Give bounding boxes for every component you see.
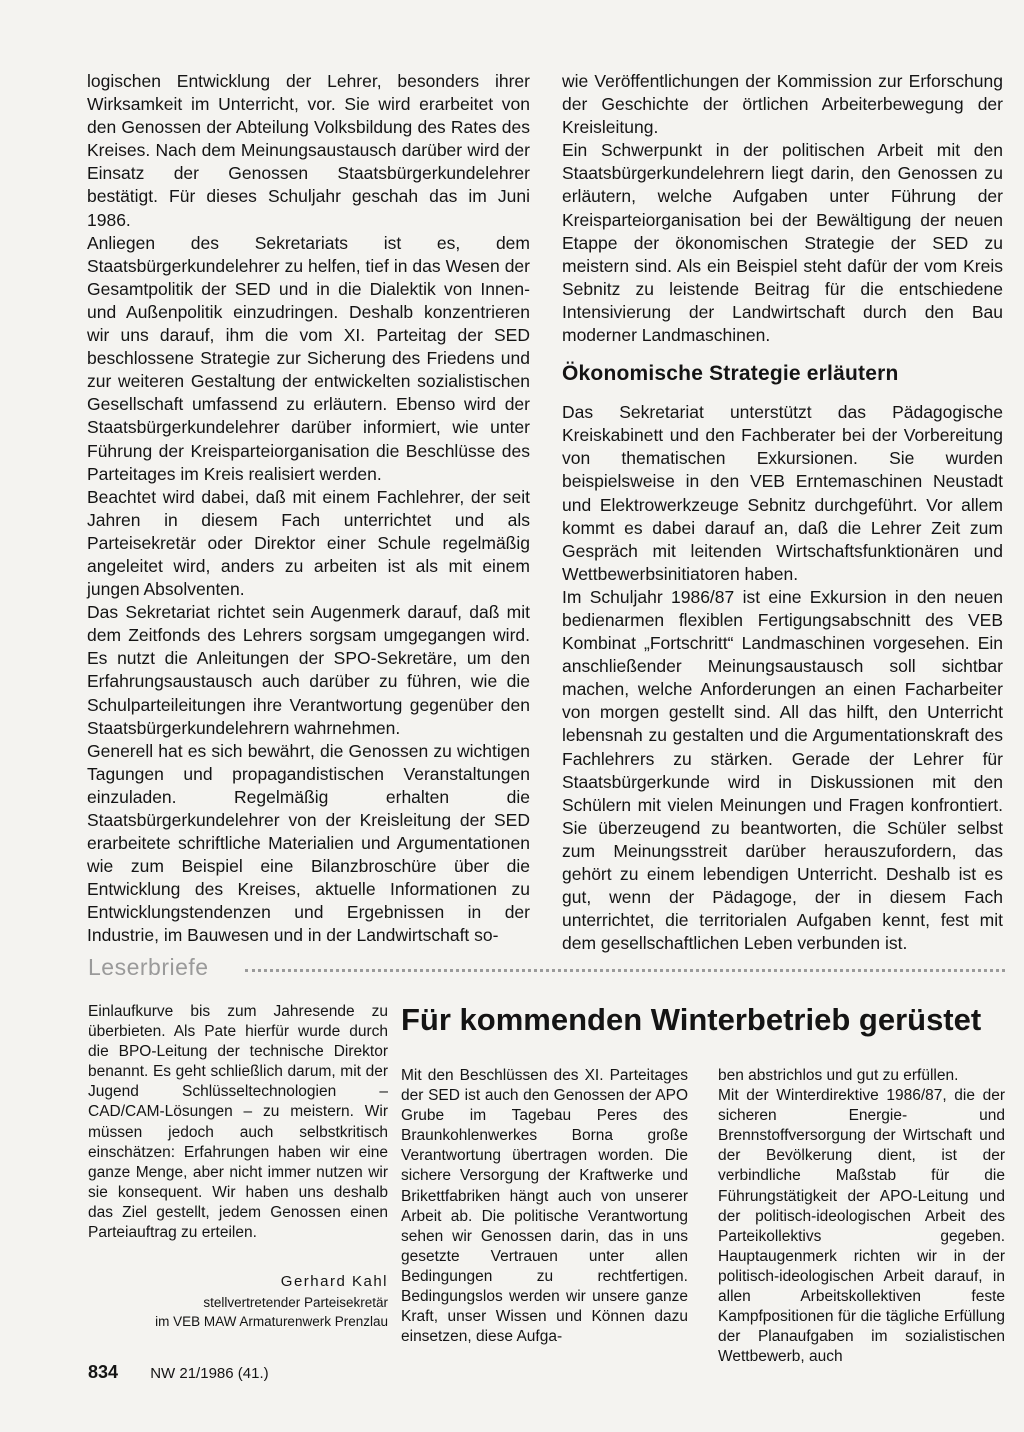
paragraph: Einlaufkurve bis zum Jahresende zu überbieten. Als Pate hierfür wurde durch die BPO-Leitung der technische Direktor benannt. Es geht schließlich darum, mit der Jugend Schlüsseltechnologien – CAD/CAM-Lösungen – zu meistern. Wir müssen jedoch auch selbstkritisch einschätzen: Erfahrungen haben wir eine ganze Menge, aber nicht immer nutzen wir sie konsequent. Wir haben uns deshalb das Ziel gestellt, jedem Genossen einen Parteiauftrag zu erteilen. [88,1003,388,1242]
paragraph: Das Sekretariat richtet sein Augenmerk darauf, daß mit dem Zeitfonds des Lehrers sorgsam umgegangen wird. Es nutzt die Anleitungen der SPO-Sekretäre, um den Erfahrungsaustausch auch darüber zu führen, wie die Schulparteileitungen ihre Verantwortung gegenüber den Staatsbürgerkundelehrern wahrnehmen. [87,602,530,738]
section-label: Leserbriefe [88,954,209,980]
page-footer [88,1362,269,1383]
paragraph: Mit den Beschlüssen des XI. Parteitages der SED ist auch den Genossen der APO Grube im Tagebau Peres des Braunkohlenwerkes Borna große Verantwortung übertragen worden. Die sichere Versorgung der Kraftwerke und Brikettfabriken hängt auch von unserer Arbeit ab. Die politische Verantwortung sehen wir Genossen darin, das in uns gesetzte Vertrauen unter allen Bedingungen zu rechtfertigen. Bedingungslos werden wir unsere ganze Kraft, unser Wissen und Können dazu einsetzen, diese Aufga- [401,1067,688,1346]
section-subheading: Ökonomische Strategie erläutern [562,362,899,386]
letter-left-column [88,1002,388,1331]
paragraph: Ein Schwerpunkt in der politischen Arbeit mit den Staatsbürgerkundelehrern liegt darin, den Genossen zu erläutern, welche Aufgaben unter Führung der Kreisparteiorganisation bei der Bewältigung der neuen Etappe der ökonomischen Strategie der SED zu meistern sind. Als ein Beispiel steht dafür der vom Kreis Sebnitz zu leistende Beitrag für die entschiedene Intensivierung der Landwirtschaft durch den Bau moderner Landmaschinen. [562,140,1003,346]
paragraph: Anliegen des Sekretariats ist es, dem Staatsbürgerkundelehrer zu helfen, tief in das Wesen der Gesamtpolitik der SED und in die Dialektik von Innen- und Außenpolitik einzudringen. Deshalb konzentrieren wir uns darauf, ihm die vom XI. Parteitag der SED beschlossene Strategie zur Sicherung des Friedens und zur weiteren Gestaltung der entwickelten sozialistischen Gesellschaft umfassend zu erläutern. Ebenso wird der Staatsbürgerkundelehrer darüber informiert, wie unter Führung der Kreisparteiorganisation die Beschlüsse des Parteitages im Kreis realisiert werden. [87,232,530,484]
author-role [88,1293,388,1331]
section-divider [245,969,1005,972]
article-column-left [87,70,530,948]
paragraph: Mit der Winterdirektive 1986/87, die der sicheren Energie- und Brennstoffversorgung der Wirtschaft und der Bevölkerung dient, ist der verbindliche Maßstab für die Führungstätigkeit der APO-Leitung und der politisch-ideologischen Arbeit des Parteikollektivs gegeben. Hauptaugenmerk richten wir in der politisch-ideologischen Arbeit darauf, in allen Arbeitskollektiven feste Kampfpositionen für die tägliche Erfüllung der Planaufgaben im sozialistischen Wettbewerb, auch [718,1087,1005,1366]
paragraph: Generell hat es sich bewährt, die Genossen zu wichtigen Tagungen und propagandistischen Veranstaltungen einzuladen. Regelmäßig erhalten die Staatsbürgerkundelehrer von der Kreisleitung der SED erarbeitete schriftliche Materialien und Argumentationen wie zum Beispiel eine Bilanzbroschüre über die Entwicklung des Kreises, aktuelle Informationen zu Entwicklungstendenzen und Ergebnissen in der Industrie, im Bauwesen und in der Landwirtschaft so- [87,740,530,946]
paragraph: Im Schuljahr 1986/87 ist eine Exkursion in den neuen bedienarmen flexiblen Fertigungsabschnitt des VEB Kombinat „Fortschritt“ Landmaschinen vorgesehen. Ein anschließender Meinungsaustausch soll sichtbar machen, welche Anforderungen an einen Facharbeiter von morgen gestellt sind. All das hilft, den Unterricht lebensnah zu gestalten und die Argumentationskraft des Fachlehrers zu stärken. Gerade der Lehrer für Staatsbürgerkunde wird in Diskussionen mit den Schülern mit vielen Meinungen und Fragen konfrontiert. Sie überzeugend zu beantworten, die Schüler selbst zum Meinungsstreit darüber herauszufordern, das gehört zu einem lebendigen Unterricht. Deshalb ist es gut, wenn der Pädagoge, der in diesem Fach unterrichtet, die territorialen Aufgaben kennt, fest mit dem gesellschaftlichen Leben verbunden ist. [562,586,1003,954]
paragraph: logischen Entwicklung der Lehrer, besonders ihrer Wirksamkeit im Unterricht, vor. Sie wird erarbeitet von den Genossen der Abteilung Volksbildung des Rates des Kreises. Nach dem Meinungsaustausch darüber wird der Einsatz der Genossen Staatsbürgerkundelehrer bestätigt. Für dieses Schuljahr geschah das im Juni 1986. [87,71,530,230]
signature-block [88,1271,388,1331]
paragraph: Beachtet wird dabei, daß mit einem Fachlehrer, der seit Jahren in diesem Fach unterrichtet und als Parteisekretär oder Direktor einer Schule regelmäßig angeleitet wird, anders zu arbeiten ist als mit einem jungen Absolventen. [87,486,530,600]
author-role-line: stellvertretender Parteisekretär [203,1295,388,1311]
author-role-line: im VEB MAW Armaturenwerk Prenzlau [155,1314,388,1330]
article-column-right [562,70,1003,955]
letter-column-right [718,1066,1005,1367]
paragraph: ben abstrichlos und gut zu erfüllen. [718,1067,959,1084]
letter-column-middle [401,1066,688,1347]
issue-reference: NW 21/1986 (41.) [150,1365,269,1382]
author-name: Gerhard Kahl [280,1273,388,1291]
letter-headline: Für kommenden Winterbetrieb gerüstet [401,1002,982,1037]
paragraph: Das Sekretariat unterstützt das Pädagogische Kreiskabinett und den Fachberater bei der Vorbereitung von thematischen Exkursionen. Sie wurden beispielsweise in den VEB Erntemaschinen Neustadt und Elektrowerkzeuge Sebnitz durchgeführt. Vor allem kommt es dabei darauf an, daß die Lehrer Zeit zum Gespräch mit leitenden Wirtschaftsfunktionären und Wettbewerbsinitiatoren haben. [562,402,1003,584]
page-number: 834 [88,1362,119,1382]
paragraph: wie Veröffentlichungen der Kommission zur Erforschung der Geschichte der örtlichen Arbeiterbewegung der Kreisleitung. [562,71,1003,138]
